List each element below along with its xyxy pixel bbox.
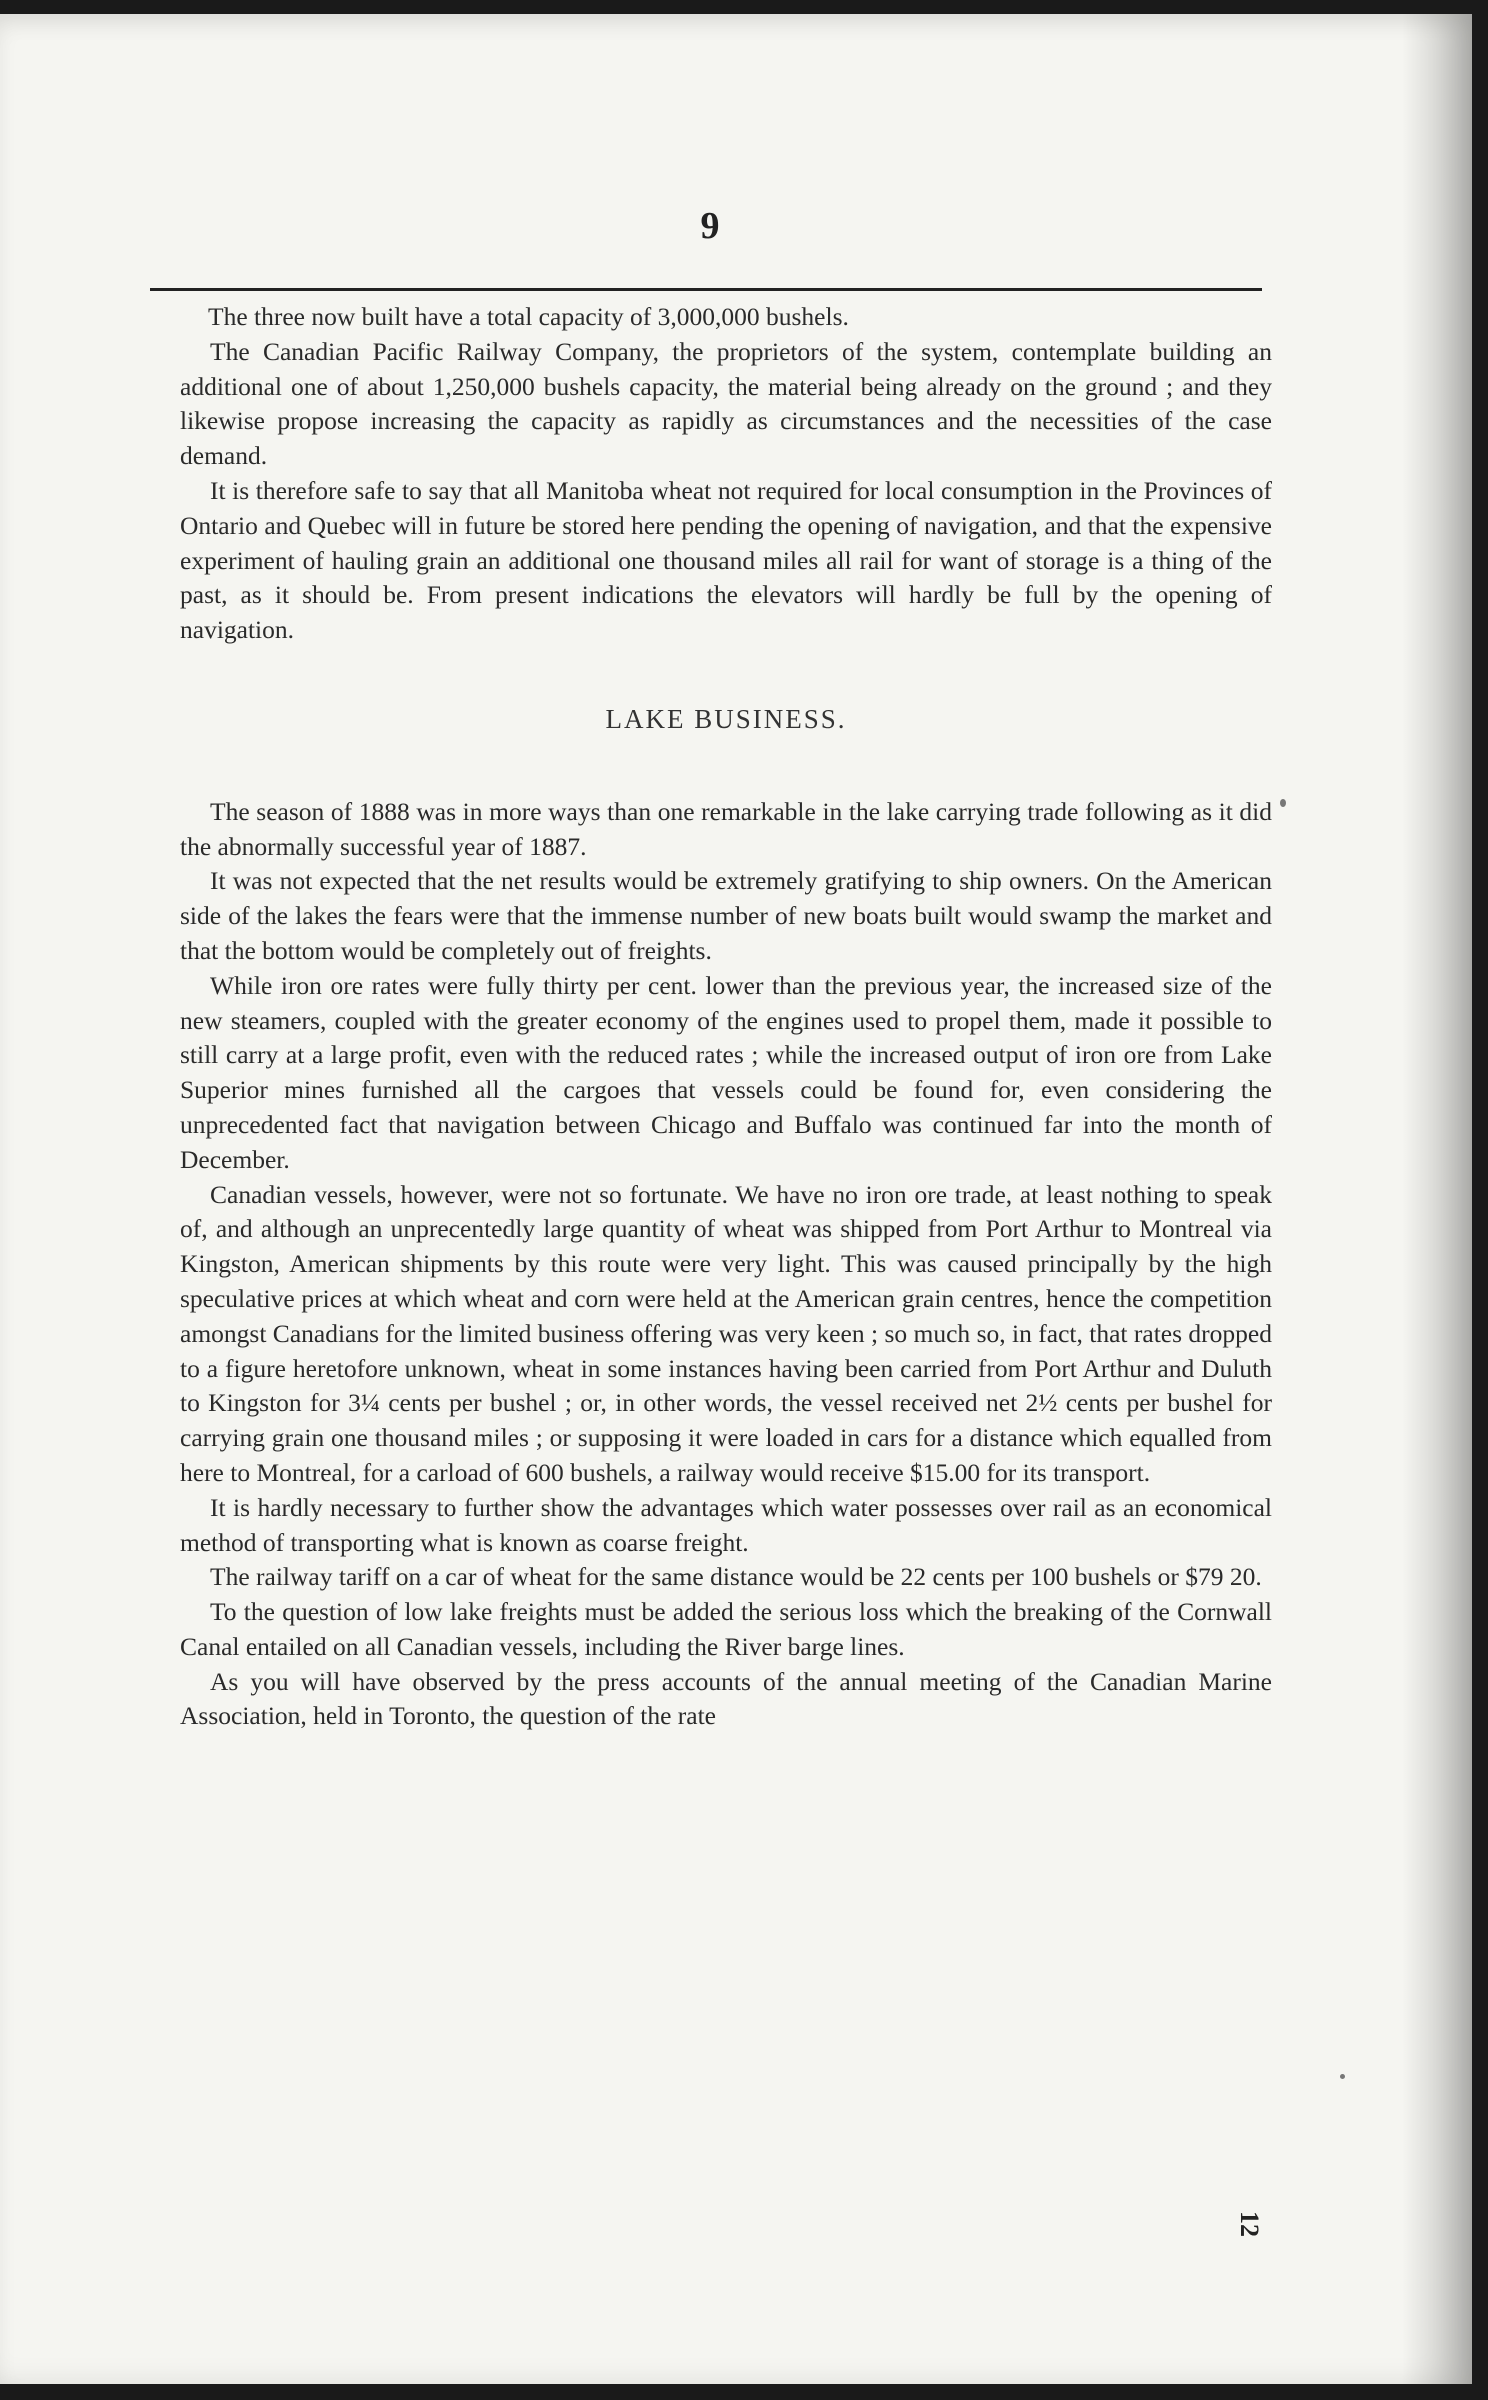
paragraph: The railway tariff on a car of wheat for the same distance would be 22 cents per 100 bushels or $79 20. xyxy=(210,1562,1262,1592)
paragraph: It was not expected that the net results would be extremely gratifying to ship owners. On the American side of the lakes the fears were that the immense number of new boats built would swamp the market and that the bottom would be completely out of freights. xyxy=(180,866,1272,965)
paragraph: As you will have observed by the press accounts of the annual meeting of the Canadian Marine Association, held in Toronto, the question of the rate xyxy=(180,1666,1272,1731)
marginal-mark: 12 xyxy=(1235,2211,1264,2237)
paragraph: The Canadian Pacific Railway Company, the proprietors of the system, contemplate building an additional one of about 1,250,000 bushels capacity, the material being already on the ground ; and they likewise propose increasing the capacity as rapidly as circumstances and the necessities of the case demand. xyxy=(180,336,1272,471)
paragraph: It is therefore safe to say that all Manitoba wheat not required for local consumption in the Provinces of Ontario and Quebec will in future be stored here pending the opening of navigation, and that the expensive experiment of hauling grain an additional one thousand miles all rail for want of storage is a thing of the past, as it should be. From present indications the elevators will hardly be full by the opening of navigation. xyxy=(180,475,1272,645)
speck xyxy=(1340,2074,1345,2079)
scan-bottom-edge xyxy=(0,2386,1488,2400)
paragraph: Canadian vessels, however, were not so fortunate. We have no iron ore trade, at least nothing to speak of, and although an unprecentedly large quantity of wheat was shipped from Port Arthur to Montreal via Kingston, American shipments by this route were very light. This was caused principally by the high speculative prices at which wheat and corn were held at the American grain centres, hence the competition amongst Canadians for the limited business offering was very keen ; so much so, in fact, that rates dropped to a figure heretofore unknown, wheat in some instances having been carried from Port Arthur and Duluth to Kingston for 3¼ cents per bushel ; or, in other words, the vessel received net 2½ cents per bushel for carrying grain one thousand miles ; or supposing it were loaded in cars for a distance which equalled from here to Montreal, for a carload of 600 bushels, a railway would receive $15.00 for its transport. xyxy=(180,1179,1272,1487)
section-heading: LAKE BUSINESS. xyxy=(605,703,847,734)
document-page xyxy=(0,14,1472,2384)
page-edge-shadow xyxy=(1402,14,1472,2384)
header-rule xyxy=(150,288,1262,291)
speck xyxy=(1280,799,1286,807)
paragraph: The season of 1888 was in more ways than one remarkable in the lake carrying trade following as it did the abnormally successful year of 1887. xyxy=(180,796,1272,861)
page-number: 9 xyxy=(700,205,720,247)
paragraph: While iron ore rates were fully thirty per cent. lower than the previous year, the increased size of the new steamers, coupled with the greater economy of the engines used to propel them, made it possible to still carry at a large profit, even with the reduced rates ; while the increased output of iron ore from Lake Superior mines furnished all the cargoes that vessels could be found for, even considering the unprecedented fact that navigation between Chicago and Buffalo was continued far into the month of December. xyxy=(180,970,1272,1174)
paragraph: It is hardly necessary to further show the advantages which water possesses over rail as an economical method of transporting what is known as coarse freight. xyxy=(180,1492,1272,1557)
paragraph: The three now built have a total capacity of 3,000,000 bushels. xyxy=(208,302,849,331)
body-text xyxy=(180,300,1272,1734)
paragraph: To the question of low lake freights must be added the serious loss which the breaking of the Cornwall Canal entailed on all Canadian vessels, including the River barge lines. xyxy=(180,1597,1272,1661)
